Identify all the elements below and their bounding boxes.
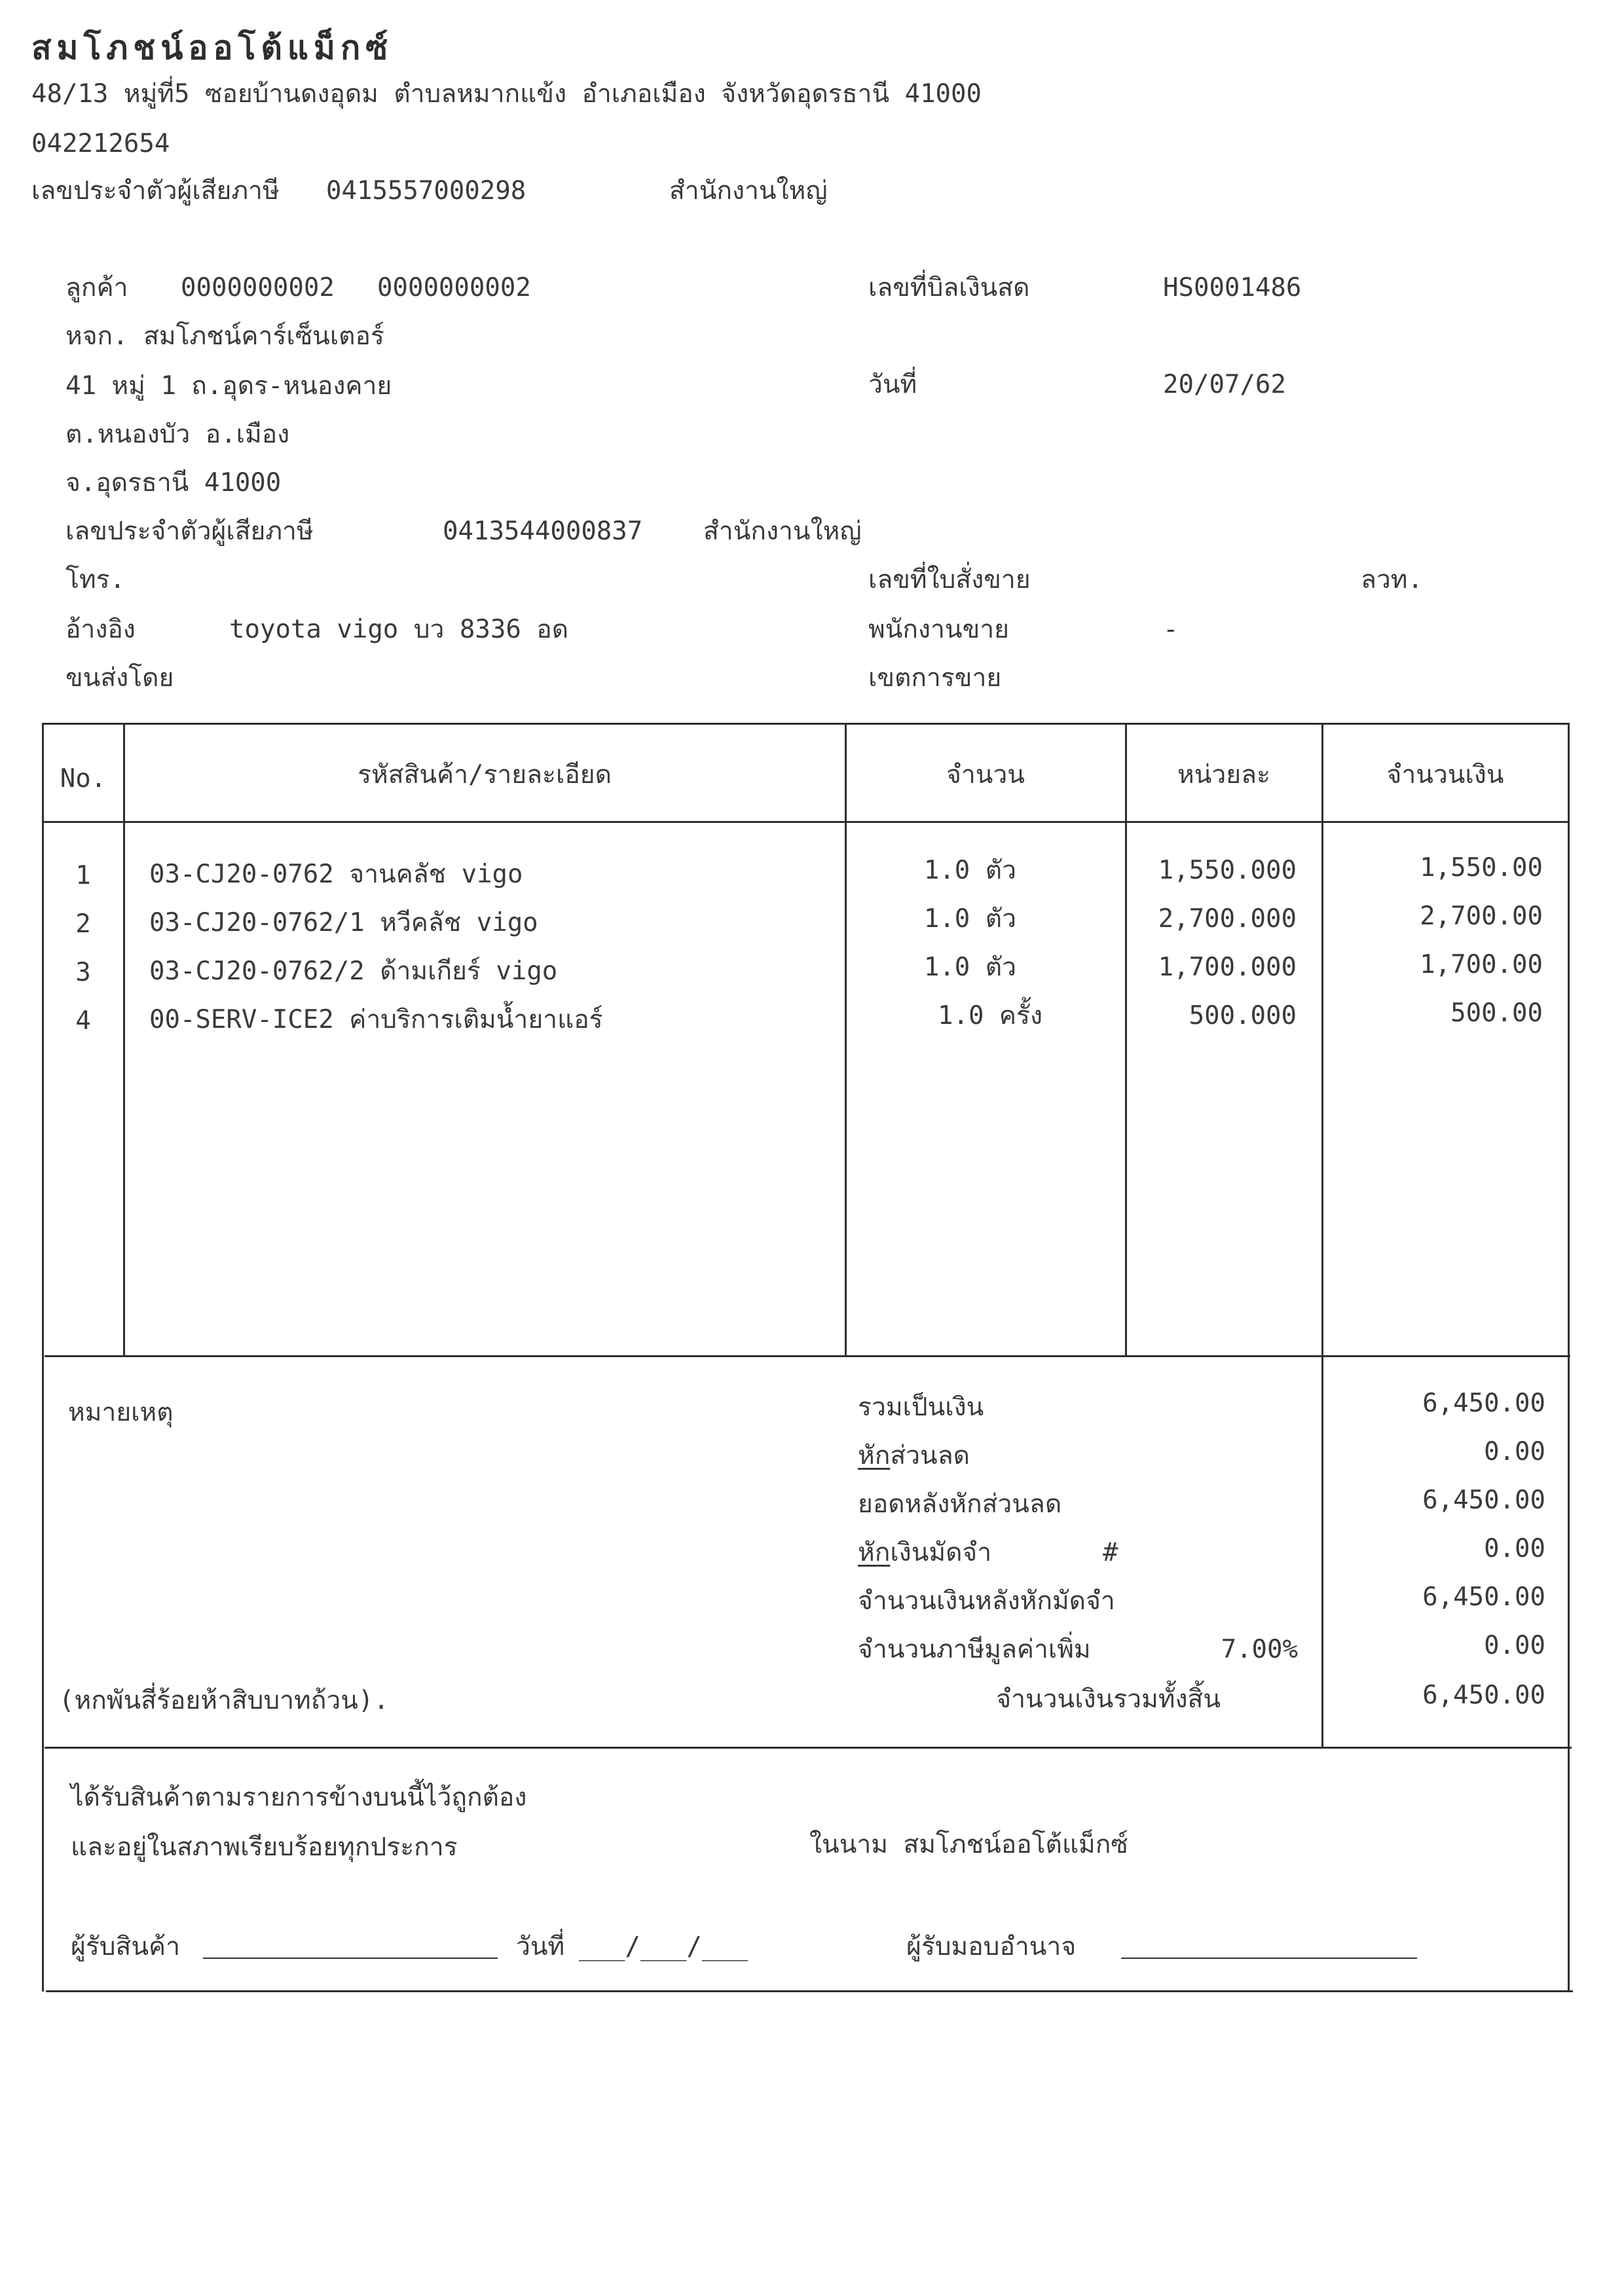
table-body-bottom-border [45,1355,1570,1357]
authorized-signature-line [1121,1958,1417,1959]
row-item: 03-CJ20-0762/1 หวีคลัช vigo [149,908,538,938]
bill-date-label: วันที่ [868,370,917,399]
row-item: 03-CJ20-0762 จานคลัช vigo [149,860,523,889]
header-unit-price: หน่วยละ [1177,760,1270,790]
deposit-value: 0.00 [1484,1534,1545,1563]
remark-label: หมายเหตุ [68,1398,174,1427]
reference-label: อ้างอิง [65,615,136,644]
subtotal-label: รวมเป็นเงิน [858,1393,984,1422]
customer-name: หจก. สมโภชน์คาร์เซ็นเตอร์ [65,321,384,351]
reference-value: toyota vigo บว 8336 อด [229,615,569,644]
customer-phone-label: โทร. [65,565,126,594]
salesperson-label: พนักงานขาย [868,615,1009,644]
authorized-label: ผู้รับมอบอำนาจ [906,1932,1077,1961]
company-address: 48/13 หมู่ที่5 ซอยบ้านดงอุดม ตำบลหมากแข้ง อำเภอเมือง จังหวัดอุดรธานี 41000 [31,79,982,109]
received-statement-1: ได้รับสินค้าตามรายการข้างบนนี้ไว้ถูกต้อง [71,1783,527,1812]
row-item: 00-SERV-ICE2 ค่าบริการเติมน้ำยาแอร์ [149,1005,603,1034]
row-no: 2 [75,909,91,939]
vat-label: จำนวนภาษีมูลค่าเพิ่ม [858,1635,1091,1664]
header-qty: จำนวน [946,760,1025,790]
company-name: สมโภชน์ออโต้แม็กซ์ [31,29,394,67]
discount-label [858,1443,970,1468]
row-amount: 500.00 [1450,998,1543,1028]
row-no: 3 [75,958,91,987]
bill-no-value: HS0001486 [1163,273,1302,302]
after-discount-value: 6,450.00 [1422,1485,1545,1515]
row-amount: 1,550.00 [1420,853,1543,883]
row-unit-price: 1,700.000 [1158,953,1297,982]
amount-in-words: (หกพันสี่ร้อยห้าสิบบาทถ้วน). [59,1686,389,1715]
row-qty: 1.0 ตัว [923,904,1016,934]
receive-date-label: วันที่ [516,1932,565,1961]
bill-no-label: เลขที่บิลเงินสด [868,273,1030,302]
sales-area-label: เขตการขาย [868,663,1002,693]
grand-total-value: 6,450.00 [1422,1681,1545,1710]
grand-total-label: จำนวนเงินรวมทั้งสิ้น [996,1685,1221,1714]
table-header-divider [42,821,1569,823]
row-qty: 1.0 ครั้ง [938,1001,1043,1030]
after-deposit-label: จำนวนเงินหลังหักมัดจำ [858,1586,1115,1616]
row-no: 1 [75,861,91,890]
sales-order-value: ลวท. [1361,565,1423,594]
table-top-border [42,723,1569,725]
company-tax-id: 0415557000298 [326,176,526,206]
after-discount-label: ยอดหลังหักส่วนลด [858,1489,1062,1519]
row-amount: 2,700.00 [1420,902,1543,931]
vat-rate: 7.00% [1221,1635,1298,1664]
customer-tax-id: 0413544000837 [443,517,643,546]
customer-code-1: 0000000002 [181,273,335,302]
row-qty: 1.0 ตัว [923,953,1016,982]
row-unit-price: 2,700.000 [1158,904,1297,934]
deposit-label-deduct: หัก [858,1538,891,1567]
discount-label-deduct: หัก [858,1441,891,1470]
row-unit-price: 500.000 [1189,1001,1297,1030]
col-divider-qty [1125,723,1127,1357]
company-branch: สำนักงานใหญ่ [669,176,828,206]
footer-bottom-border [46,1990,1573,1992]
col-divider-item [845,723,847,1357]
deposit-label-text: เงินมัดจำ [890,1538,992,1567]
customer-address-1: 41 หมู่ 1 ถ.อุดร-หนองคาย [65,371,392,401]
row-item: 03-CJ20-0762/2 ด้ามเกียร์ vigo [149,957,558,986]
shipping-label: ขนส่งโดย [65,663,174,693]
after-deposit-value: 6,450.00 [1422,1582,1545,1612]
col-divider-no [123,723,125,1357]
header-amount: จำนวนเงิน [1386,760,1504,790]
on-behalf-of: ในนาม สมโภชน์ออโต้แม็กซ์ [809,1830,1128,1859]
deposit-hash: # [1103,1538,1118,1567]
deposit-label [858,1540,991,1565]
customer-address-2: ต.หนองบัว อ.เมือง [65,420,290,449]
row-unit-price: 1,550.000 [1158,856,1297,885]
header-no: No. [60,764,107,793]
row-no: 4 [75,1006,91,1036]
vat-value: 0.00 [1484,1631,1545,1660]
company-phone: 042212654 [31,129,170,158]
customer-branch: สำนักงานใหญ่ [703,517,862,546]
discount-value: 0.00 [1484,1437,1545,1467]
receiver-label: ผู้รับสินค้า [71,1932,181,1961]
row-amount: 1,700.00 [1420,950,1543,979]
row-qty: 1.0 ตัว [923,856,1016,885]
receiver-signature-line [203,1958,498,1959]
salesperson-value: - [1163,615,1179,644]
subtotal-value: 6,450.00 [1422,1389,1545,1418]
discount-label-text: ส่วนลด [890,1441,970,1470]
received-statement-2: และอยู่ในสภาพเรียบร้อยทุกประการ [71,1832,458,1862]
header-item: รหัสสินค้า/รายละเอียด [358,760,612,790]
sales-order-label: เลขที่ใบสั่งขาย [868,565,1031,594]
receive-date-blank: ___/___/___ [579,1932,748,1961]
customer-label: ลูกค้า [65,273,128,302]
bill-date-value: 20/07/62 [1163,370,1286,399]
customer-address-3: จ.อุดรธานี 41000 [65,468,282,498]
company-tax-id-label: เลขประจำตัวผู้เสียภาษี [31,176,280,206]
customer-code-2: 0000000002 [377,273,531,302]
customer-tax-label: เลขประจำตัวผู้เสียภาษี [65,517,314,546]
summary-bottom-border [45,1747,1572,1749]
right-border [1568,723,1570,1992]
